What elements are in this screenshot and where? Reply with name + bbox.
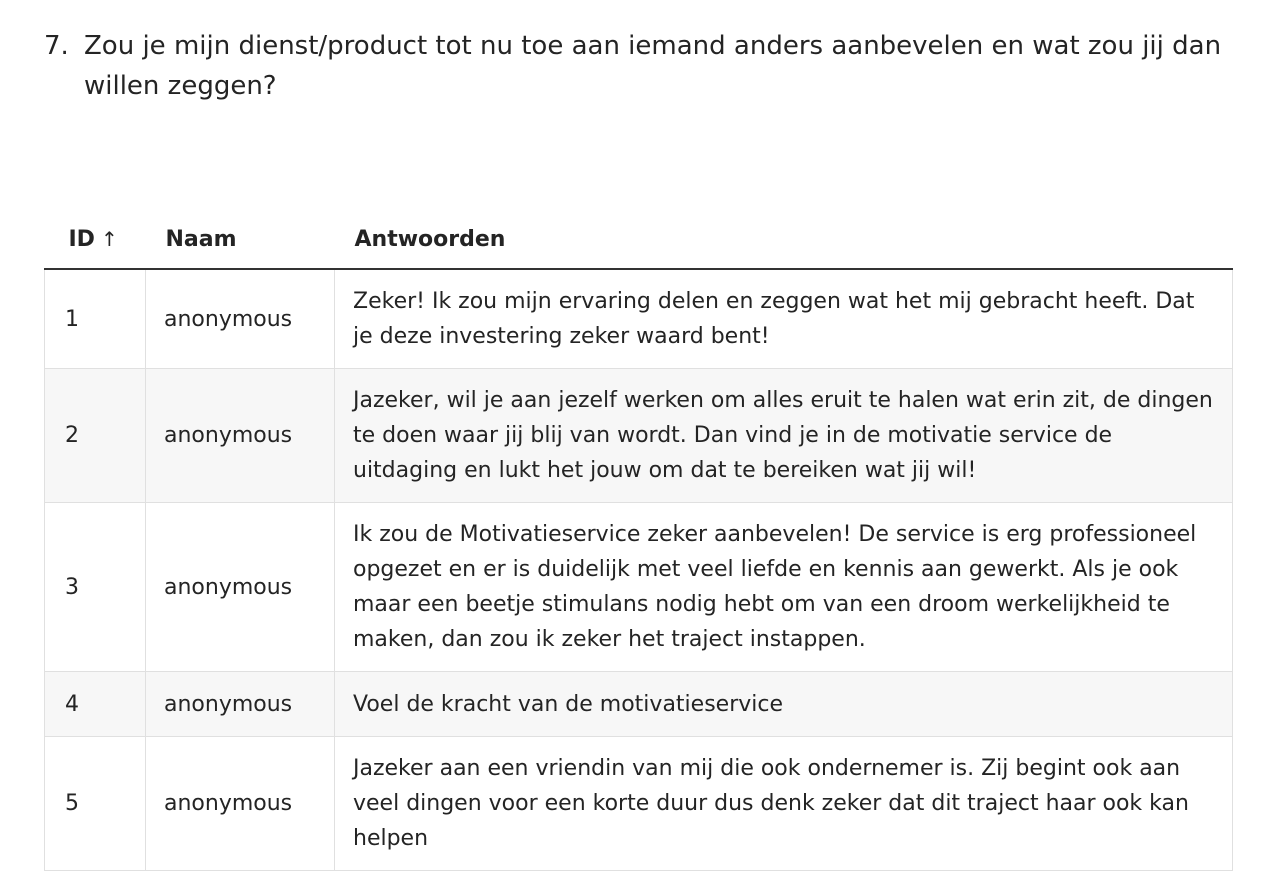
cell-id: 3 — [45, 503, 146, 672]
column-header-id[interactable] — [45, 210, 146, 269]
table-row — [45, 369, 1233, 503]
table-row — [45, 672, 1233, 737]
column-header-naam[interactable]: Naam — [146, 210, 335, 269]
cell-id: 1 — [45, 269, 146, 369]
question-number: 7. — [44, 31, 69, 61]
column-header-id-label: ID — [68, 226, 95, 252]
table-row — [45, 269, 1233, 369]
cell-antwoord: Jazeker, wil je aan jezelf werken om alles eruit te halen wat erin zit, de dingen te doen waar jij blij van wordt. Dan vind je in de motivatie service de uitdaging en lukt het jouw om dat te bereiken wat jij wil! — [335, 369, 1233, 503]
cell-id: 5 — [45, 737, 146, 871]
sort-ascending-icon[interactable]: ↑ — [100, 226, 118, 251]
cell-naam: anonymous — [146, 503, 335, 672]
column-header-antwoorden[interactable]: Antwoorden — [335, 210, 1233, 269]
cell-antwoord: Zeker! Ik zou mijn ervaring delen en zeggen wat het mij gebracht heeft. Dat je deze investering zeker waard bent! — [335, 269, 1233, 369]
cell-id: 4 — [45, 672, 146, 737]
cell-naam: anonymous — [146, 737, 335, 871]
question-heading — [44, 26, 1244, 106]
cell-antwoord: Voel de kracht van de motivatieservice — [335, 672, 1233, 737]
cell-id: 2 — [45, 369, 146, 503]
cell-antwoord: Jazeker aan een vriendin van mij die ook ondernemer is. Zij begint ook aan veel dingen voor een korte duur dus denk zeker dat dit traject haar ook kan helpen — [335, 737, 1233, 871]
responses-table — [44, 210, 1233, 871]
cell-naam: anonymous — [146, 369, 335, 503]
table-header-row — [45, 210, 1233, 269]
cell-naam: anonymous — [146, 672, 335, 737]
table-row — [45, 737, 1233, 871]
cell-antwoord: Ik zou de Motivatieservice zeker aanbevelen! De service is erg professioneel opgezet en er is duidelijk met veel liefde en kennis aan gewerkt. Als je ook maar een beetje stimulans nodig hebt om van een droom werkelijkheid te maken, dan zou ik zeker het traject instappen. — [335, 503, 1233, 672]
question-text: Zou je mijn dienst/product tot nu toe aan iemand anders aanbevelen en wat zou jij dan willen zeggen? — [84, 31, 1222, 101]
table-row — [45, 503, 1233, 672]
cell-naam: anonymous — [146, 269, 335, 369]
